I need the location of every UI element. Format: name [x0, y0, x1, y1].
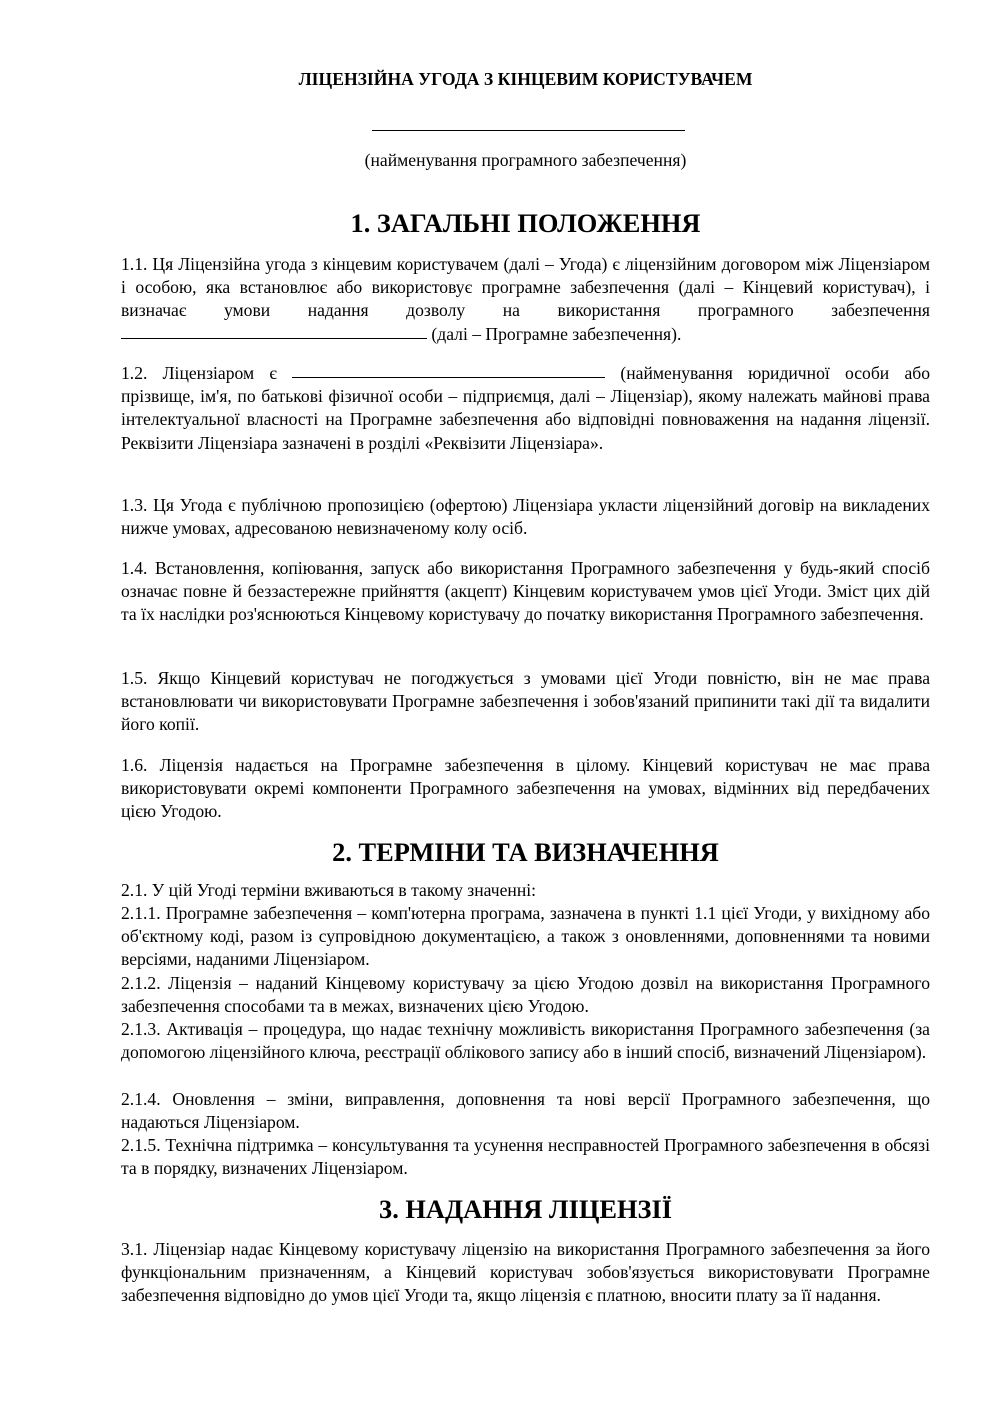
paragraph-1-2-text-start: 1.2. Ліцензіаром є	[121, 363, 293, 383]
paragraph-1-5: 1.5. Якщо Кінцевий користувач не погоджується з умовами цієї Угоди повністю, він не має права встановлювати чи використовувати Програмне забезпечення і зобов'язаний припинити такі дії та видалити його копії.	[121, 668, 930, 735]
paragraph-2-1-3: 2.1.3. Активація – процедура, що надає технічну можливість використання Програмного забезпечення (за допомогою ліцензійного ключа, реєстрації облікового запису або в інший спосіб, визначений Ліцензіаром).	[121, 1019, 930, 1063]
paragraph-1-6: 1.6. Ліцензія надається на Програмне забезпечення в цілому. Кінцевий користувач не має права використовувати окремі компоненти Програмного забезпечення на умовах, відмінних від передбачених цією Угодою.	[121, 755, 930, 822]
section-2-heading: 2. ТЕРМІНИ ТА ВИЗНАЧЕННЯ	[332, 837, 719, 867]
paragraph-2-1-2: 2.1.2. Ліцензія – наданий Кінцевому користувачу за цією Угодою дозвіл на використання Програмного забезпечення способами та в межах, визначених цією Угодою.	[121, 973, 930, 1017]
paragraph-1-4: 1.4. Встановлення, копіювання, запуск або використання Програмного забезпечення у будь-який спосіб означає повне й беззастережне прийняття (акцепт) Кінцевим користувачем умов цієї Угоди. Зміст цих дій та їх наслідки роз'яснюються Кінцевому користувачу до початку використання Програмного забезпечення.	[121, 558, 930, 625]
section-3-heading: 3. НАДАННЯ ЛІЦЕНЗІЇ	[379, 1194, 672, 1224]
paragraph-2-1-1: 2.1.1. Програмне забезпечення – комп'ютерна програма, зазначена в пункті 1.1 цієї Угоди, у вихідному або об'єктному коді, разом із супровідною документацією, а також з оновленнями, доповненнями та новими версіями, наданими Ліцензіаром.	[121, 903, 930, 970]
paragraph-1-2	[121, 362, 930, 455]
licensor-name-blank	[292, 376, 605, 378]
software-name-blank	[121, 337, 427, 339]
paragraph-2-1: 2.1. У цій Угоді терміни вживаються в такому значенні:	[121, 880, 537, 900]
paragraph-1-1-text-start: 1.1. Ця Ліцензійна угода з кінцевим користувачем (далі – Угода) є ліцензійним договором між Ліцензіаром і особою, яка встановлює або використовує програмне забезпечення (далі – Кінцевий користувач), і визначає умови надання дозволу на використання програмного забезпечення	[121, 254, 930, 321]
software-name-blank-line	[372, 130, 685, 131]
paragraph-1-1-text-end: (далі – Програмне забезпечення).	[427, 323, 682, 344]
paragraph-1-3: 1.3. Ця Угода є публічною пропозицією (офертою) Ліцензіара укласти ліцензійний договір на викладених нижче умовах, адресованою невизначеному колу осіб.	[121, 495, 930, 539]
paragraph-3-1: 3.1. Ліцензіар надає Кінцевому користувачу ліцензію на використання Програмного забезпечення за його функціональним призначенням, а Кінцевий користувач зобов'язується використовувати Програмне забезпечення відповідно до умов цієї Угоди та, якщо ліцензія є платною, вносити плату за її надання.	[121, 1239, 930, 1306]
paragraph-1-2-text-end: (найменування юридичної особи або прізвище, ім'я, по батькові фізичної особи – підприємця, далі – Ліцензіар), якому належать майнові права інтелектуальної власності на Програмне забезпечення або відповідні повноваження на надання ліцензії. Реквізити Ліцензіара зазначені в розділі «Реквізити Ліцензіара».	[121, 363, 930, 453]
section-1-heading: 1. ЗАГАЛЬНІ ПОЛОЖЕННЯ	[350, 208, 701, 238]
paragraph-2-1-4: 2.1.4. Оновлення – зміни, виправлення, доповнення та нові версії Програмного забезпечення, що надаються Ліцензіаром.	[121, 1089, 930, 1133]
software-name-caption: (найменування програмного забезпечення)	[364, 150, 687, 170]
paragraph-1-1	[121, 253, 930, 346]
paragraph-2-1-5: 2.1.5. Технічна підтримка – консультування та усунення несправностей Програмного забезпечення в обсязі та в порядку, визначених Ліцензіаром.	[121, 1135, 930, 1179]
document-title: ЛІЦЕНЗІЙНА УГОДА З КІНЦЕВИМ КОРИСТУВАЧЕМ	[298, 69, 753, 89]
